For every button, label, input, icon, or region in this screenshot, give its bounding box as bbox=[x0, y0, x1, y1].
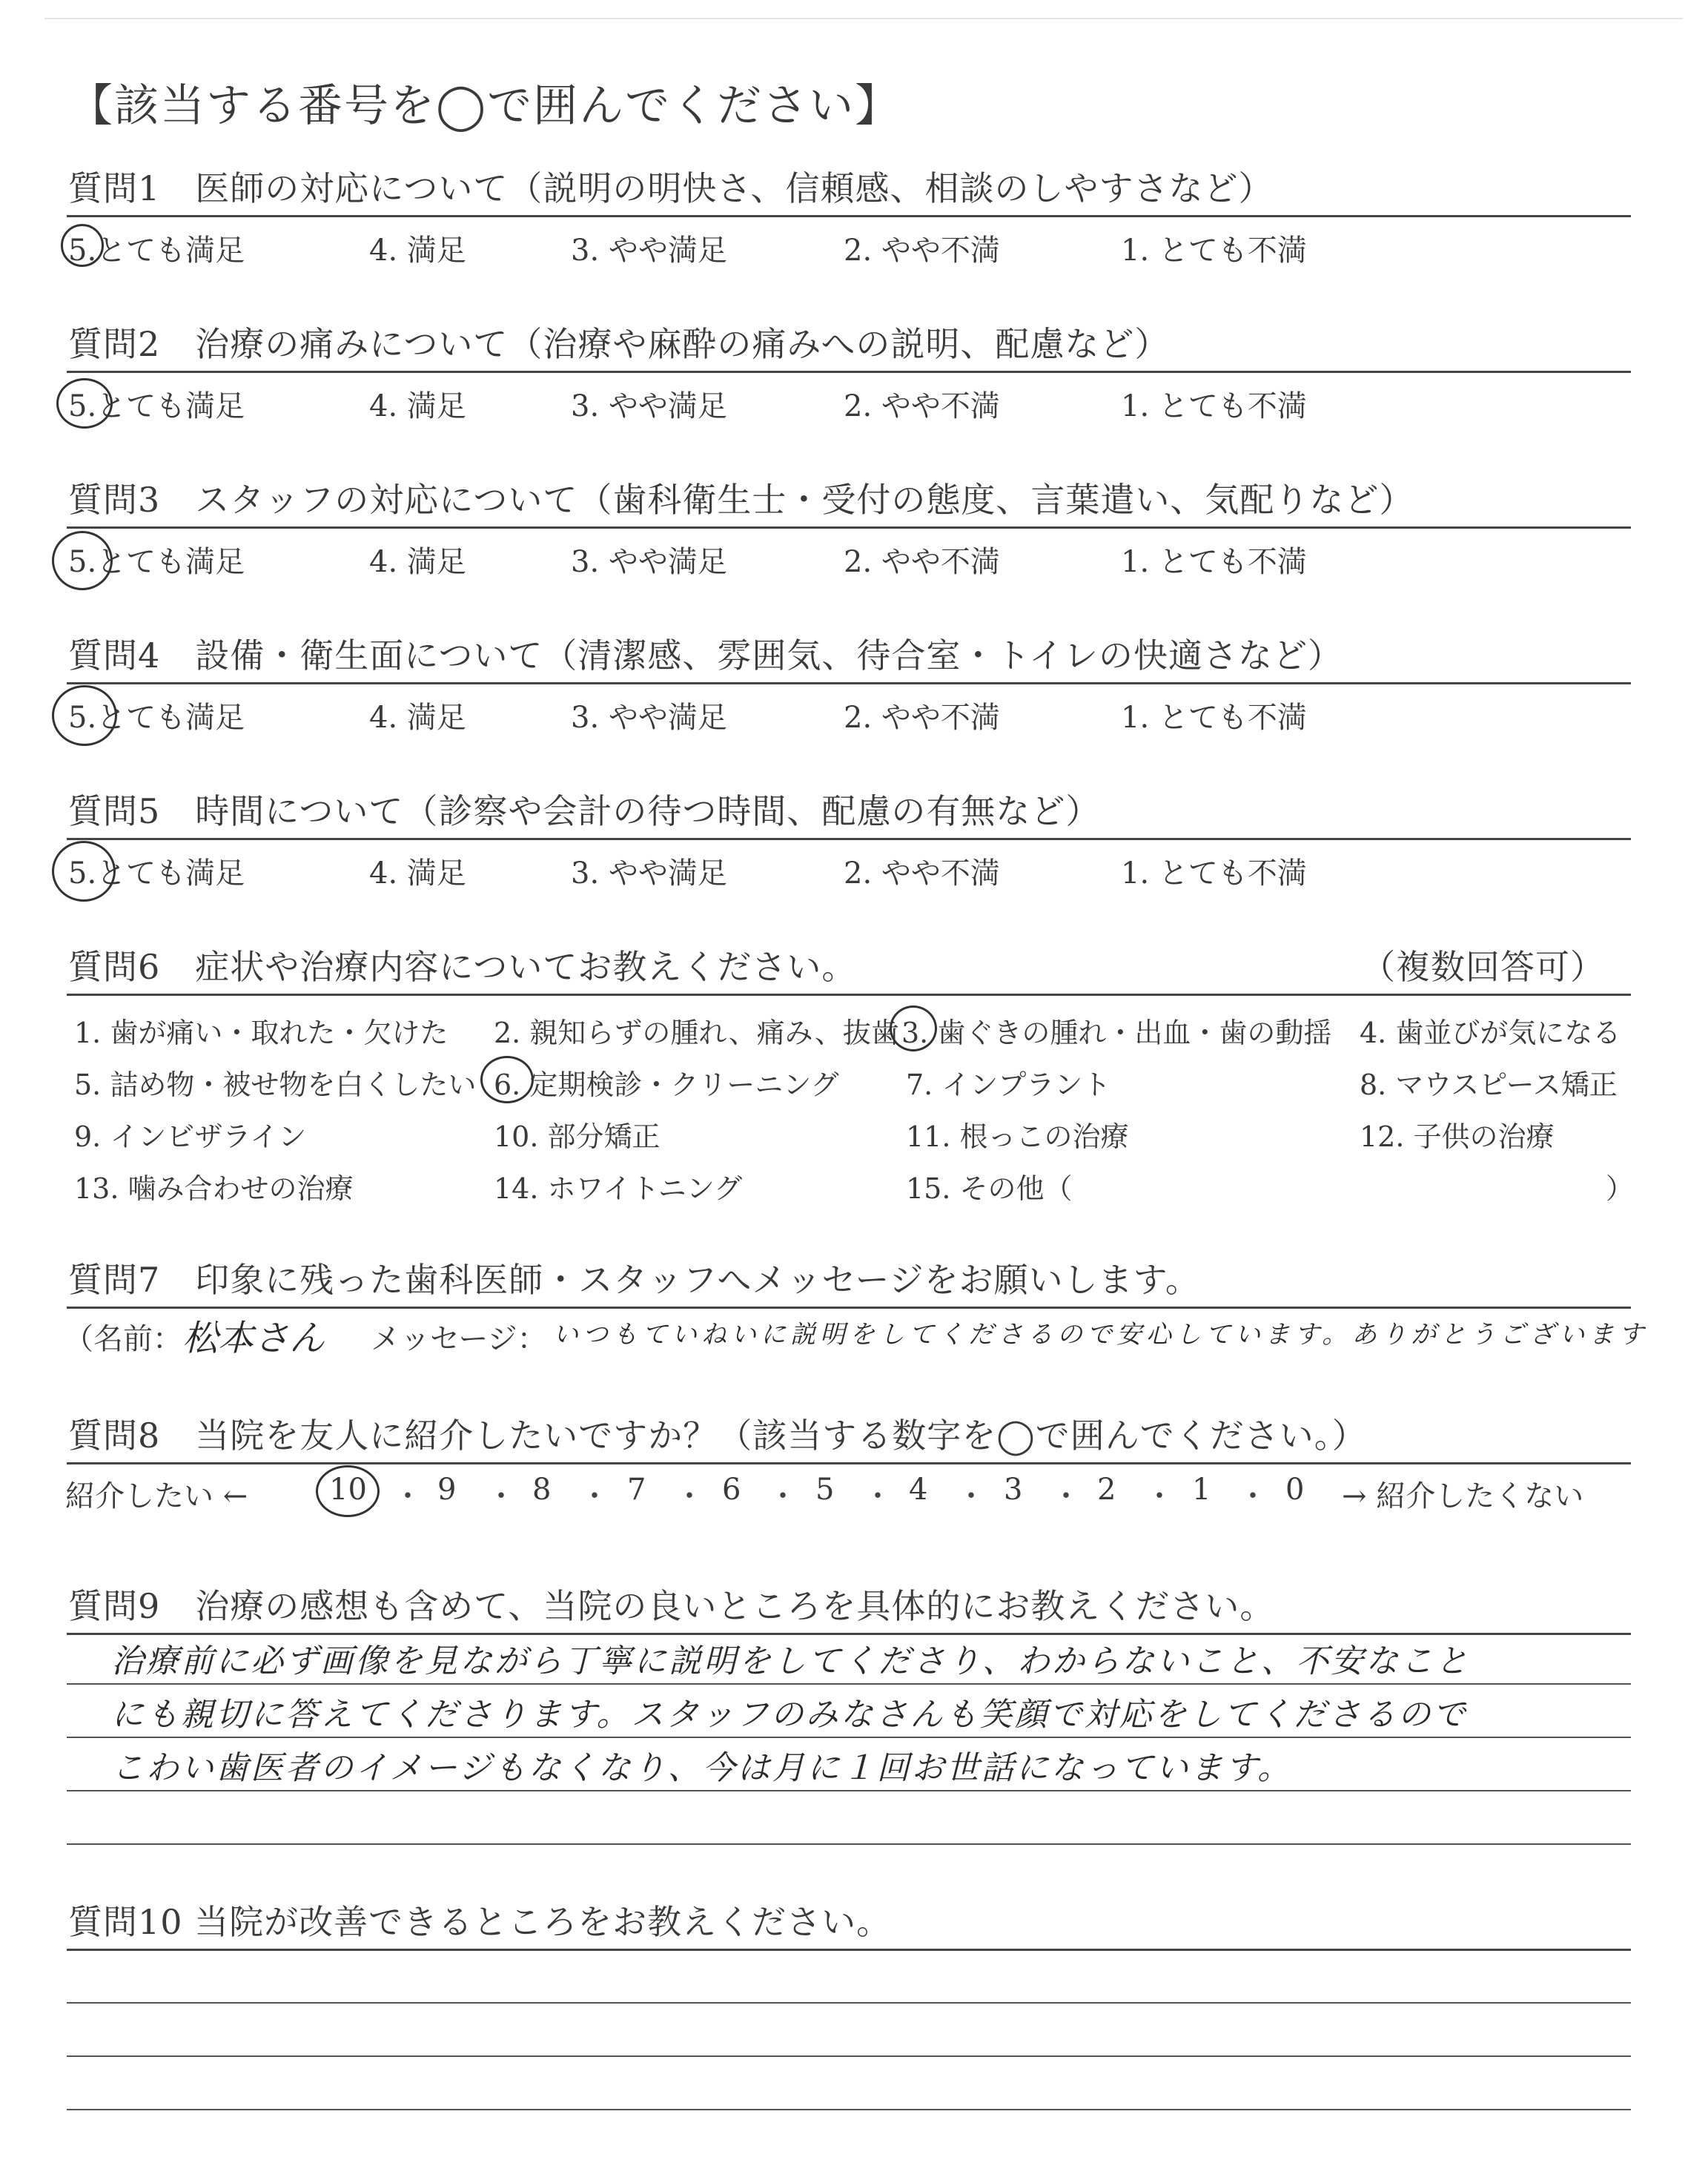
symptom-option[interactable]: 11. 根っこの治療 bbox=[906, 1120, 1129, 1153]
name-value[interactable]: 松本さん bbox=[182, 1318, 325, 1359]
score-1[interactable]: 1 bbox=[1192, 1473, 1211, 1507]
scale-separator: ・ bbox=[675, 1479, 704, 1513]
option-5[interactable]: 5.とても満足 bbox=[68, 701, 245, 735]
score-10[interactable]: 10 bbox=[329, 1473, 367, 1507]
selection-circle bbox=[316, 1465, 380, 1517]
symptom-option[interactable]: 1. 歯が痛い・取れた・欠けた bbox=[74, 1017, 448, 1049]
option-4[interactable]: 4. 満足 bbox=[369, 389, 466, 423]
selection-circle bbox=[52, 841, 116, 902]
scale-separator: ・ bbox=[580, 1479, 609, 1513]
question-title: 質問3 スタッフの対応について（歯科衛生士・受付の態度、言葉遣い、気配りなど） bbox=[68, 480, 1414, 520]
name-label: （名前： bbox=[64, 1322, 182, 1356]
answer-rule bbox=[67, 2109, 1631, 2110]
answer-line[interactable]: 治療前に必ず画像を見ながら丁寧に説明をしてくださり、わからないこと、不安なこと bbox=[111, 1642, 1470, 1680]
symptom-option[interactable]: 9. インビザライン bbox=[74, 1120, 307, 1153]
score-6[interactable]: 6 bbox=[722, 1473, 741, 1507]
option-5[interactable]: 5.とても満足 bbox=[68, 545, 245, 579]
symptom-option[interactable]: 2. 親知らずの腫れ、痛み、抜歯 bbox=[494, 1017, 899, 1049]
score-3[interactable]: 3 bbox=[1004, 1473, 1023, 1507]
question-title: 質問8 当院を友人に紹介したいですか？（該当する数字を◯で囲んでください。） bbox=[68, 1416, 1367, 1456]
symptom-option[interactable]: 3. 歯ぐきの腫れ・出血・歯の動揺 bbox=[901, 1017, 1332, 1049]
option-4[interactable]: 4. 満足 bbox=[369, 701, 466, 735]
scale-separator: ・ bbox=[393, 1479, 423, 1513]
scale-separator: ・ bbox=[863, 1479, 893, 1513]
score-9[interactable]: 9 bbox=[437, 1473, 457, 1507]
option-2[interactable]: 2. やや不満 bbox=[844, 389, 1000, 423]
answer-rule bbox=[67, 1683, 1631, 1685]
option-2[interactable]: 2. やや不満 bbox=[844, 856, 1000, 891]
score-0[interactable]: 0 bbox=[1285, 1473, 1305, 1507]
symptom-option[interactable]: 10. 部分矯正 bbox=[494, 1120, 661, 1153]
answer-line[interactable]: こわい歯医者のイメージもなくなり、今は月に１回お世話になっています。 bbox=[111, 1749, 1293, 1787]
recommend-left-label: 紹介したい ← bbox=[65, 1479, 248, 1513]
scale-separator: ・ bbox=[956, 1479, 986, 1513]
question-title: 質問6 症状や治療内容についてお教えください。 bbox=[68, 947, 857, 987]
question-title: 質問10 当院が改善できるところをお教えください。 bbox=[68, 1902, 892, 1942]
scale-separator: ・ bbox=[1145, 1479, 1174, 1513]
option-2[interactable]: 2. やや不満 bbox=[844, 545, 1000, 579]
symptom-option[interactable]: 14. ホワイトニング bbox=[494, 1172, 743, 1205]
score-2[interactable]: 2 bbox=[1097, 1473, 1116, 1507]
selection-circle bbox=[480, 1056, 534, 1103]
answer-rule bbox=[67, 1843, 1631, 1845]
divider bbox=[67, 1307, 1631, 1309]
divider bbox=[67, 371, 1631, 373]
symptom-option[interactable]: 13. 噛み合わせの治療 bbox=[74, 1172, 354, 1205]
option-1[interactable]: 1. とても不満 bbox=[1121, 701, 1307, 735]
divider bbox=[67, 682, 1631, 684]
question-title: 質問7 印象に残った歯科医師・スタッフへメッセージをお願いします。 bbox=[68, 1260, 1200, 1300]
symptom-option-other[interactable]: 15. その他（ bbox=[906, 1172, 1073, 1205]
answer-rule bbox=[67, 2002, 1631, 2004]
divider bbox=[67, 1949, 1631, 1951]
answer-rule bbox=[67, 1790, 1631, 1791]
score-7[interactable]: 7 bbox=[627, 1473, 646, 1507]
option-2[interactable]: 2. やや不満 bbox=[844, 234, 1000, 268]
message-label: メッセージ： bbox=[371, 1322, 547, 1356]
question-title: 質問2 治療の痛みについて（治療や麻酔の痛みへの説明、配慮など） bbox=[68, 324, 1170, 364]
answer-line[interactable]: にも親切に答えてくださります。スタッフのみなさんも笑顔で対応をしてくださるので bbox=[111, 1696, 1468, 1734]
option-3[interactable]: 3. やや満足 bbox=[571, 389, 727, 423]
option-3[interactable]: 3. やや満足 bbox=[571, 701, 727, 735]
page-header: 【該当する番号を◯で囲んでください】 bbox=[68, 80, 901, 132]
scale-separator: ・ bbox=[1238, 1479, 1268, 1513]
option-5[interactable]: 5.とても満足 bbox=[68, 856, 245, 891]
other-close-paren: ） bbox=[1606, 1172, 1635, 1205]
option-3[interactable]: 3. やや満足 bbox=[571, 856, 727, 891]
top-border bbox=[44, 18, 1683, 19]
question-title: 質問1 医師の対応について（説明の明快さ、信頼感、相談のしやすさなど） bbox=[68, 168, 1274, 208]
option-5[interactable]: 5.とても満足 bbox=[68, 234, 245, 268]
symptom-option[interactable]: 7. インプラント bbox=[906, 1069, 1111, 1101]
score-4[interactable]: 4 bbox=[909, 1473, 928, 1507]
divider bbox=[67, 215, 1631, 217]
recommend-right-label: → 紹介したくない bbox=[1342, 1479, 1584, 1513]
scale-separator: ・ bbox=[768, 1479, 798, 1513]
selection-circle bbox=[61, 224, 104, 267]
selection-circle bbox=[56, 378, 113, 429]
option-4[interactable]: 4. 満足 bbox=[369, 234, 466, 268]
question-title: 質問9 治療の感想も含めて、当院の良いところを具体的にお教えください。 bbox=[68, 1586, 1275, 1626]
divider bbox=[67, 526, 1631, 529]
symptom-option[interactable]: 12. 子供の治療 bbox=[1360, 1120, 1555, 1153]
symptom-option[interactable]: 5. 詰め物・被せ物を白くしたい bbox=[74, 1069, 477, 1101]
scale-separator: ・ bbox=[1051, 1479, 1081, 1513]
selection-circle bbox=[52, 531, 113, 590]
multiple-answer-note: （複数回答可） bbox=[1361, 947, 1605, 987]
selection-circle bbox=[52, 685, 117, 746]
divider bbox=[67, 838, 1631, 840]
symptom-option[interactable]: 4. 歯並びが気になる bbox=[1360, 1017, 1621, 1049]
option-3[interactable]: 3. やや満足 bbox=[571, 545, 727, 579]
option-2[interactable]: 2. やや不満 bbox=[844, 701, 1000, 735]
question-title: 質問5 時間について（診察や会計の待つ時間、配慮の有無など） bbox=[68, 791, 1101, 831]
option-4[interactable]: 4. 満足 bbox=[369, 856, 466, 891]
symptom-option[interactable]: 8. マウスピース矯正 bbox=[1360, 1069, 1618, 1101]
option-3[interactable]: 3. やや満足 bbox=[571, 234, 727, 268]
option-1[interactable]: 1. とても不満 bbox=[1121, 389, 1307, 423]
scale-separator: ・ bbox=[486, 1479, 516, 1513]
score-5[interactable]: 5 bbox=[815, 1473, 835, 1507]
option-1[interactable]: 1. とても不満 bbox=[1121, 856, 1307, 891]
answer-rule bbox=[67, 1737, 1631, 1738]
question-title: 質問4 設備・衛生面について（清潔感、雰囲気、待合室・トイレの快適さなど） bbox=[68, 635, 1343, 676]
answer-rule bbox=[67, 2055, 1631, 2057]
divider bbox=[67, 1462, 1631, 1464]
divider bbox=[67, 994, 1631, 996]
option-4[interactable]: 4. 満足 bbox=[369, 545, 466, 579]
score-8[interactable]: 8 bbox=[532, 1473, 552, 1507]
selection-circle bbox=[890, 1005, 937, 1051]
option-1[interactable]: 1. とても不満 bbox=[1121, 545, 1307, 579]
option-1[interactable]: 1. とても不満 bbox=[1121, 234, 1307, 268]
option-5[interactable]: 5.とても満足 bbox=[68, 389, 245, 423]
symptom-option[interactable]: 6. 定期検診・クリーニング bbox=[494, 1069, 839, 1101]
message-value[interactable]: いつもていねいに説明をしてくださるので安心しています。ありがとうございます bbox=[553, 1320, 1649, 1350]
